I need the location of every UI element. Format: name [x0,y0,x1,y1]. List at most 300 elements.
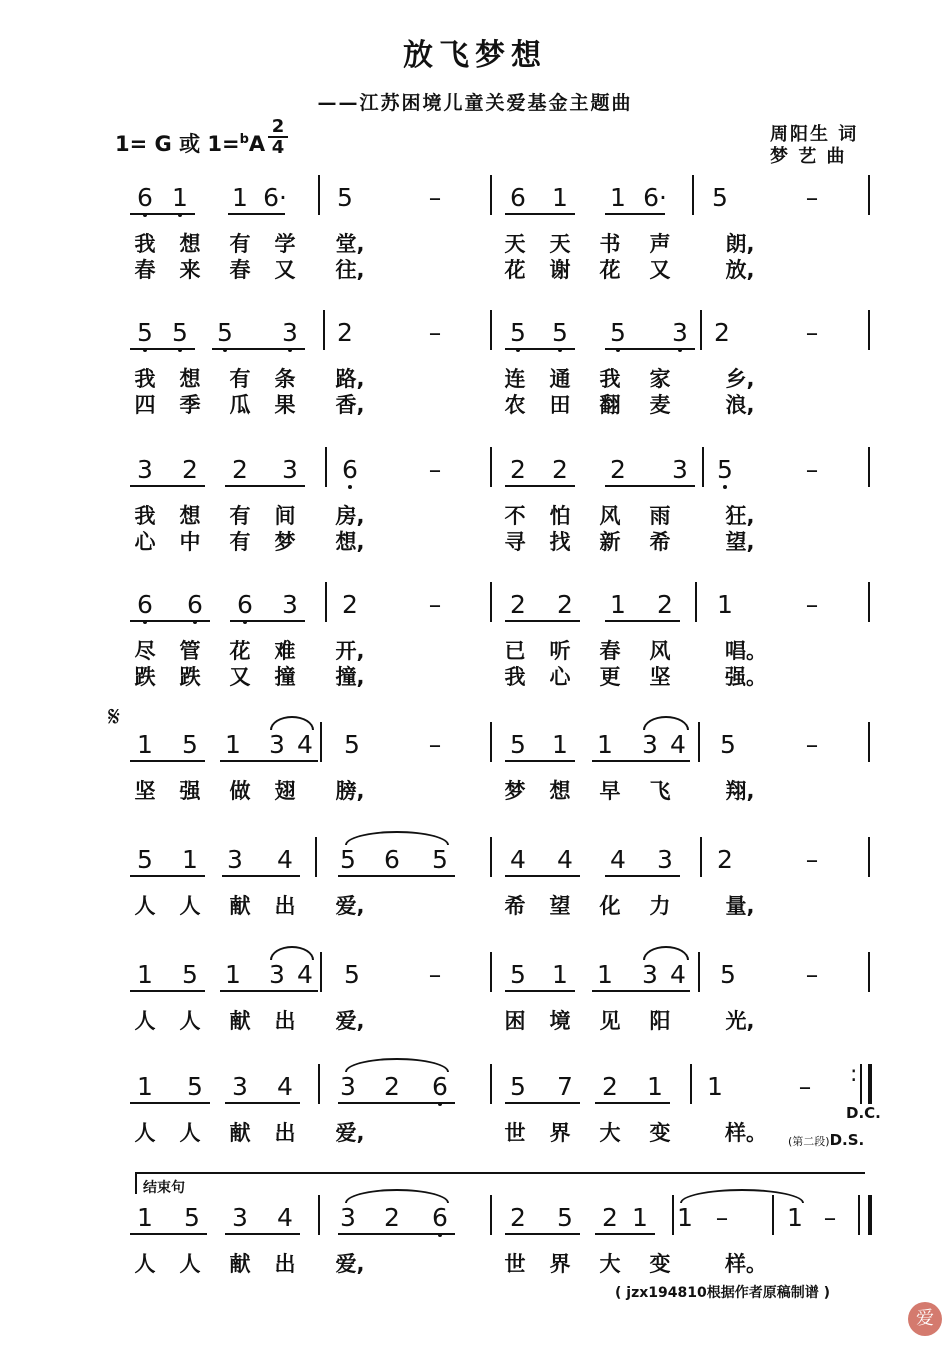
note: 4 [670,730,686,759]
lyric-char: 管 [179,639,201,663]
slur [345,1189,449,1203]
note: – [428,455,442,484]
lyric-char: 世 [504,1121,526,1145]
key-flat: b [239,132,249,147]
barline [858,1195,860,1235]
lyric-char: 心 [134,530,156,554]
lyric-char: 我 [134,367,156,391]
lyric-char: 人 [134,1009,156,1033]
lyric-char: 四 [134,393,156,417]
beat-underline [505,213,575,215]
note: 1 [677,1203,693,1232]
lyric-char: 人 [134,1252,156,1276]
note: 1 [137,960,153,989]
note: 5 [184,1203,200,1232]
note: 1 [647,1072,663,1101]
lyric-char: 人 [179,894,201,918]
note: – [428,183,442,212]
note: – [428,318,442,347]
barline [318,1064,320,1104]
note: 1 [632,1203,648,1232]
lyric-char: 有 [229,504,251,528]
barline [318,1195,320,1235]
segno-icon: 𝄋 [108,700,121,733]
note: 2 [342,590,358,619]
beat-underline [605,620,680,622]
barline [325,447,327,487]
lyric-char: 希 [504,894,526,918]
note: – [805,318,819,347]
lyric-char: 大 [599,1252,621,1276]
lyric-char: 连 [504,367,526,391]
slur [345,1058,449,1072]
lyric-char: 寻 [504,530,526,554]
barline [868,722,870,762]
note: 6 [384,845,400,874]
note: 3 [340,1072,356,1101]
lyric-char: 见 [599,1009,621,1033]
slur [643,946,689,960]
lyric-char: 我 [504,665,526,689]
barline [868,1064,872,1104]
note: 1 [597,730,613,759]
lyric-char: 农 [504,393,526,417]
repeat-dots: : [850,1062,858,1087]
barline [868,952,870,992]
lyric-char: 来 [179,258,201,282]
beat-underline [225,1102,300,1104]
lyric-char: 早 [599,779,621,803]
barline [698,952,700,992]
lyric-char: 翻 [599,393,621,417]
beat-underline [130,1102,210,1104]
beat-underline [222,875,300,877]
lyric-char: 跌 [134,665,156,689]
lyric-char: 尽 [134,639,156,663]
note: 5 [712,183,728,212]
lyric-char: 更 [599,665,621,689]
time-top: 2 [271,116,285,137]
note: 5 [213,318,237,348]
note: 4 [277,1203,293,1232]
lyric-char: 新 [599,530,621,554]
beat-underline [595,1233,655,1235]
lyric-char: 花 [504,258,526,282]
lyric-char: 变 [649,1121,671,1145]
lyric-char: 翔, [725,779,755,803]
lyric-char: 又 [229,665,251,689]
lyric-char: 风 [599,504,621,528]
lyric-char: 境 [549,1009,571,1033]
lyric-char: 家 [649,367,671,391]
note: 1 [610,590,626,619]
barline [868,175,870,215]
lyric-char: 献 [229,1252,251,1276]
note: 1 [552,730,568,759]
lyric-char: 有 [229,530,251,554]
lyric-char: 有 [229,367,251,391]
lyric-char: 又 [649,258,671,282]
note: 4 [610,845,626,874]
lyric-char: 天 [504,232,526,256]
lyric-char: 往, [335,258,365,282]
lyric-char: 想 [179,504,201,528]
lyric-char: 界 [549,1121,571,1145]
note: – [805,730,819,759]
note: 3 [282,455,298,484]
note: 6 [428,1203,452,1233]
note: 5 [557,1203,573,1232]
lyric-char: 声 [649,232,671,256]
lyric-char: 季 [179,393,201,417]
lyric-char: 爱, [335,1252,365,1276]
beat-underline [130,760,205,762]
beat-underline [338,1233,455,1235]
key-signature [115,128,265,158]
beat-underline [212,348,305,350]
barline [490,1195,492,1235]
note: 1 [717,590,733,619]
slur [270,716,314,730]
lyric-char: 已 [504,639,526,663]
note: 6· [643,183,667,212]
note: 6 [428,1072,452,1102]
beat-underline [130,875,205,877]
key-text: 1= G 或 1= [115,132,240,156]
note: 3 [232,1203,248,1232]
lyric-char: 我 [599,367,621,391]
note: 5 [344,960,360,989]
note: 2 [510,590,526,619]
lyric-char: 世 [504,1252,526,1276]
note: 3 [642,960,658,989]
note: 4 [557,845,573,874]
note: 2 [384,1203,400,1232]
lyric-char: 人 [134,894,156,918]
note: – [428,960,442,989]
lyric-char: 听 [549,639,571,663]
lyric-char: 强。 [725,665,767,689]
note: 3 [282,590,298,619]
lyric-char: 想, [335,530,365,554]
barline [490,175,492,215]
note: 5 [548,318,572,348]
note: 1 [225,730,241,759]
note: – [715,1203,729,1232]
note: 3 [227,845,243,874]
lyric-char: 唱。 [725,639,767,663]
lyric-char: 界 [549,1252,571,1276]
note: 5 [432,845,448,874]
note: 4 [277,1072,293,1101]
beat-underline [228,213,285,215]
lyric-char: 出 [274,894,296,918]
lyric-char: 浪, [725,393,755,417]
note: 1 [552,960,568,989]
note: – [428,730,442,759]
note: 5 [182,730,198,759]
beat-underline [220,760,318,762]
time-signature [268,118,288,156]
lyric-char: 梦 [274,530,296,554]
note: 1 [137,1072,153,1101]
lyric-char: 有 [229,232,251,256]
beat-underline [130,485,205,487]
lyric-char: 飞 [649,779,671,803]
note: 4 [297,730,313,759]
lyric-char: 献 [229,894,251,918]
slur [345,831,449,845]
beat-underline [505,620,580,622]
note: 3 [642,730,658,759]
beat-underline [605,485,695,487]
lyric-char: 膀, [335,779,365,803]
lyric-char: 跌 [179,665,201,689]
barline [315,837,317,877]
barline [700,837,702,877]
beat-underline [130,1233,207,1235]
lyric-char: 春 [229,258,251,282]
lyric-char: 坚 [649,665,671,689]
lyric-char: 不 [504,504,526,528]
beat-underline [225,1233,300,1235]
lyric-char: 开, [335,639,365,663]
lyric-char: 房, [335,504,365,528]
ds-mark [788,1130,864,1149]
note: 2 [552,455,568,484]
lyric-char: 怕 [549,504,571,528]
note: 1 [787,1203,803,1232]
note: 1 [182,845,198,874]
lyric-char: 变 [649,1252,671,1276]
note: 1 [137,730,153,759]
beat-underline [130,990,205,992]
note: 5 [133,318,157,348]
lyric-char: 想 [179,367,201,391]
barline [868,837,870,877]
lyric-char: 出 [274,1009,296,1033]
note: 6 [510,183,526,212]
beat-underline [592,760,690,762]
note: 5 [137,845,153,874]
lyric-char: 香, [335,393,365,417]
barline [490,447,492,487]
barline [692,175,694,215]
note: 1 [168,183,192,213]
lyric-char: 难 [274,639,296,663]
note: 1 [225,960,241,989]
lyric-char: 我 [134,504,156,528]
beat-underline [505,990,575,992]
lower-octave-dot [348,485,352,489]
note: 5 [506,318,530,348]
ds-text: D.S. [829,1131,865,1149]
note: 3 [269,960,285,989]
lyric-char: 人 [134,1121,156,1145]
note: 5 [720,730,736,759]
note: 2 [610,455,626,484]
note: 3 [269,730,285,759]
lyric-char: 天 [549,232,571,256]
note: – [805,455,819,484]
lyric-char: 心 [549,665,571,689]
note: – [805,590,819,619]
lyric-char: 梦 [504,779,526,803]
beat-underline [595,1102,670,1104]
note: 2 [182,455,198,484]
note: 2 [714,318,730,347]
beat-underline [505,1233,580,1235]
lyric-char: 希 [649,530,671,554]
lyric-char: 果 [274,393,296,417]
note: 5 [337,183,353,212]
lyric-char: 强 [179,779,201,803]
ds-prefix: (第二段) [788,1135,830,1148]
lyric-char: 书 [599,232,621,256]
note: 1 [552,183,568,212]
lyric-char: 学 [274,232,296,256]
lyric-char: 狂, [725,504,755,528]
lyric-char: 又 [274,258,296,282]
seal-stamp: 爱 [908,1302,942,1336]
song-title: 放飞梦想 [403,38,547,73]
beat-underline [130,213,195,215]
barline [868,1195,872,1235]
lyric-char: 朗, [725,232,755,256]
note: 3 [137,455,153,484]
note: 5 [510,960,526,989]
barline [868,447,870,487]
lyric-char: 春 [134,258,156,282]
barline [320,722,322,762]
lyric-char: 田 [549,393,571,417]
note: 1 [232,183,248,212]
lyric-char: 人 [179,1252,201,1276]
note: – [428,590,442,619]
beat-underline [225,485,305,487]
note: 1 [610,183,626,212]
beat-underline [505,1102,580,1104]
coda-frame [135,1172,865,1188]
barline [690,1064,692,1104]
note: 3 [340,1203,356,1232]
lyric-char: 人 [179,1009,201,1033]
note: 2 [337,318,353,347]
composer-credit: 梦 艺 曲 [770,146,847,167]
note: 6 [183,590,207,620]
lyric-char: 堂, [335,232,365,256]
note: 2 [717,845,733,874]
lyric-char: 乡, [725,367,755,391]
note: 3 [668,318,692,348]
beat-underline [605,213,665,215]
lyric-char: 大 [599,1121,621,1145]
lyric-char: 春 [599,639,621,663]
lyric-char: 光, [725,1009,755,1033]
note: 5 [606,318,630,348]
lyric-char: 爱, [335,1121,365,1145]
barline [325,582,327,622]
lyric-char: 通 [549,367,571,391]
barline [490,722,492,762]
note: 4 [510,845,526,874]
note: 3 [278,318,302,348]
note: 6· [263,183,287,212]
footer-note: ( jzx194810根据作者原稿制谱 ) [615,1285,830,1301]
lyric-char: 我 [134,232,156,256]
note: 5 [187,1072,203,1101]
barline [490,582,492,622]
barline [700,310,702,350]
note: 5 [340,845,356,874]
beat-underline [505,348,575,350]
coda-label: 结束句 [135,1172,191,1194]
time-bottom: 4 [271,137,285,158]
note: 3 [657,845,673,874]
lyric-char: 望, [725,530,755,554]
lyric-char: 瓜 [229,393,251,417]
lyric-char: 献 [229,1121,251,1145]
beat-underline [220,990,318,992]
note: 5 [344,730,360,759]
lyric-char: 阳 [649,1009,671,1033]
slur [643,716,689,730]
dc-mark: D.C. [846,1104,881,1122]
lyric-char: 麦 [649,393,671,417]
lyric-char: 翅 [274,779,296,803]
note: 4 [277,845,293,874]
barline [868,582,870,622]
note: 4 [670,960,686,989]
barline [320,952,322,992]
lyric-char: 人 [179,1121,201,1145]
lyric-char: 望 [549,894,571,918]
lyric-char: 坚 [134,779,156,803]
note: 7 [557,1072,573,1101]
barline [695,582,697,622]
lyric-char: 路, [335,367,365,391]
beat-underline [592,990,690,992]
note: 1 [137,1203,153,1232]
lyric-char: 化 [599,894,621,918]
barline [868,310,870,350]
note: – [805,845,819,874]
slur [680,1189,804,1203]
note: 5 [713,455,737,485]
note: 5 [168,318,192,348]
note: 5 [182,960,198,989]
lyric-char: 撞, [335,665,365,689]
lyric-char: 风 [649,639,671,663]
note: 2 [557,590,573,619]
lyric-char: 出 [274,1121,296,1145]
note: 2 [510,455,526,484]
lyric-char: 雨 [649,504,671,528]
beat-underline [130,620,210,622]
beat-underline [130,348,195,350]
barline [702,447,704,487]
lyric-char: 撞 [274,665,296,689]
note: – [805,183,819,212]
lyric-char: 出 [274,1252,296,1276]
lyricist-credit: 周阳生 词 [770,124,859,145]
lyric-char: 爱, [335,894,365,918]
lyric-char: 中 [179,530,201,554]
lyric-char: 样。 [725,1121,767,1145]
lyric-char: 样。 [725,1252,767,1276]
beat-underline [505,760,575,762]
lyric-char: 量, [725,894,755,918]
